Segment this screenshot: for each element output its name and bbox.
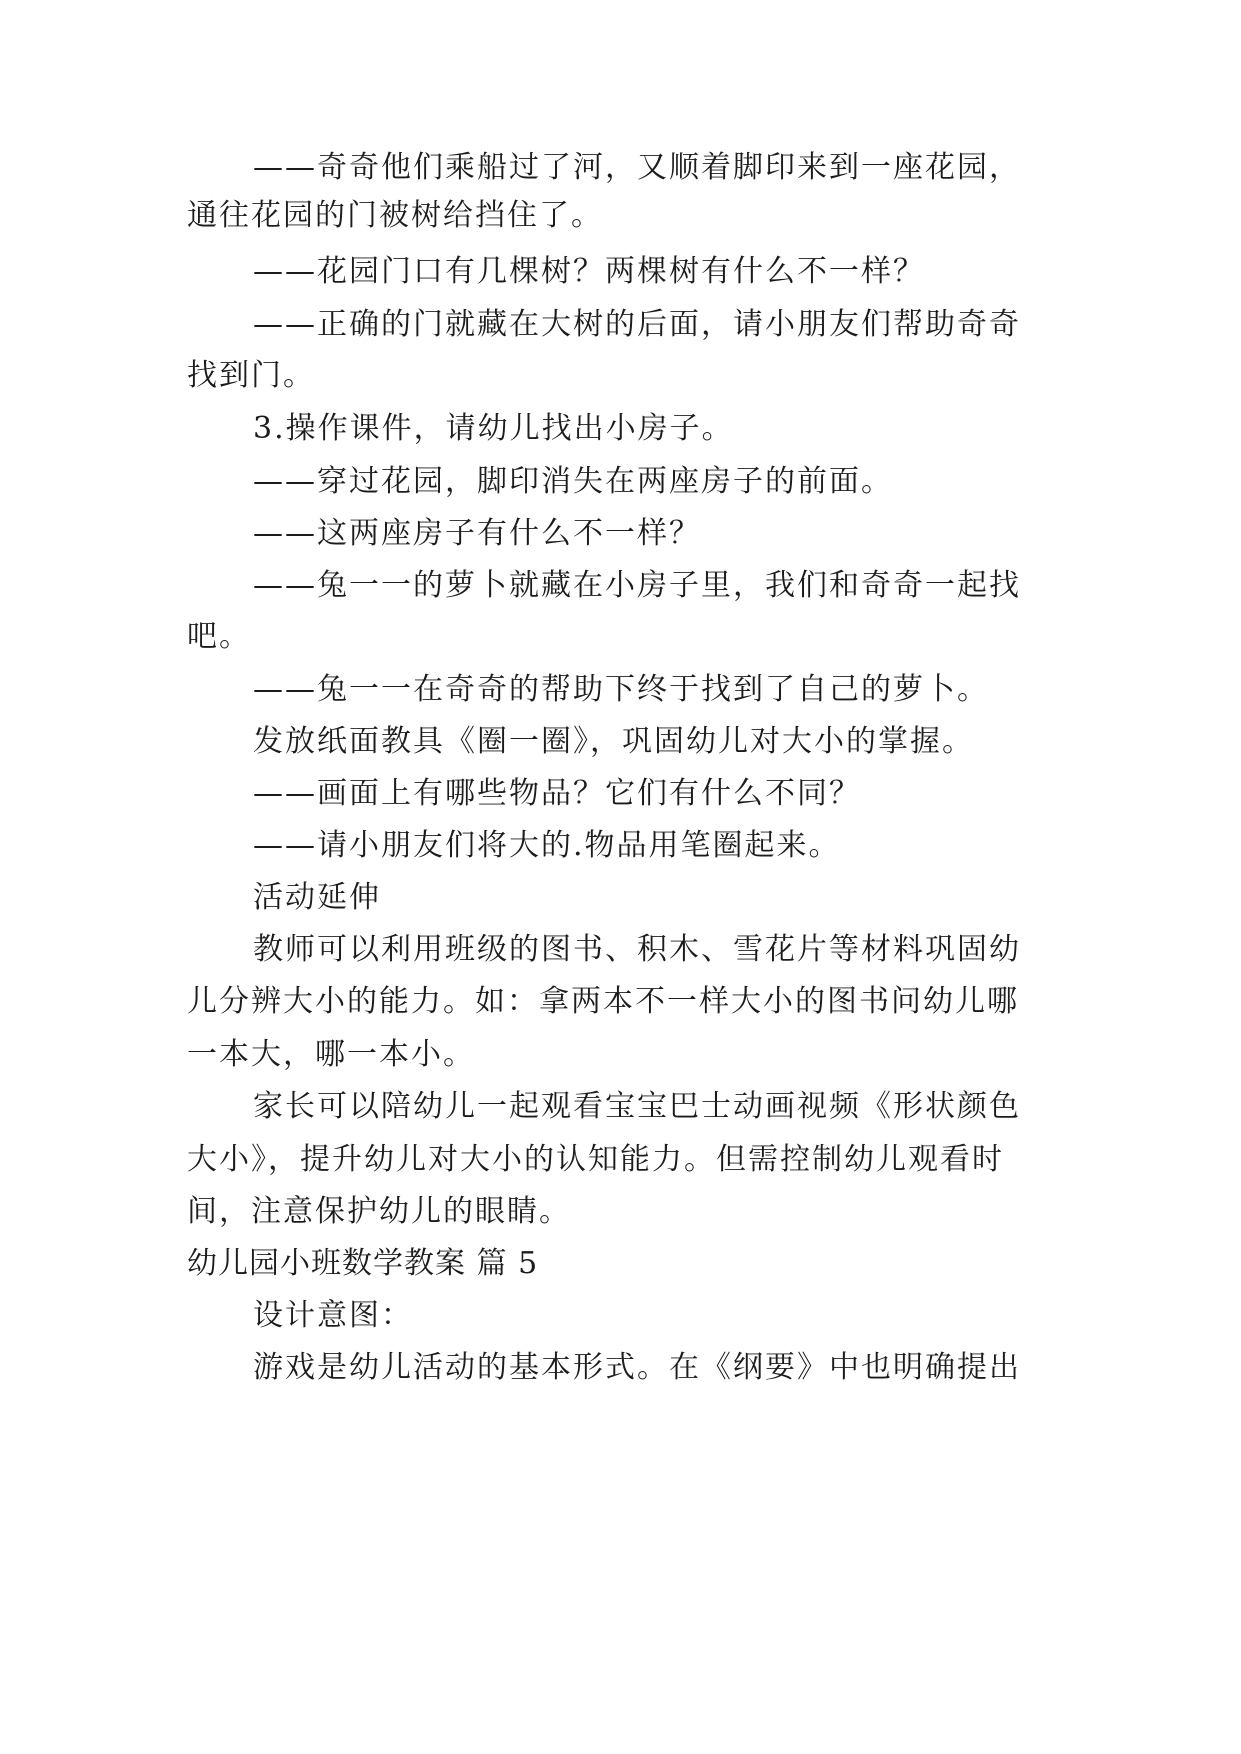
paragraph-line: ——请小朋友们将大的.物品用笔圈起来。 — [253, 828, 841, 863]
paragraph-line: 通往花园的门被树给挡住了。 — [187, 198, 603, 233]
paragraph-line: 大小》，提升幼儿对大小的认知能力。但需控制幼儿观看时 — [187, 1142, 1004, 1177]
paragraph-line: 一本大，哪一本小。 — [187, 1037, 475, 1072]
paragraph-line: 游戏是幼儿活动的基本形式。在《纲要》中也明确提出 — [253, 1350, 1021, 1385]
paragraph-line: 吧。 — [187, 619, 251, 654]
paragraph-line: ——画面上有哪些物品？它们有什么不同？ — [253, 776, 861, 811]
paragraph-line: 发放纸面教具《圈一圈》，巩固幼儿对大小的掌握。 — [253, 724, 974, 759]
section-heading: 幼儿园小班数学教案 篇 5 — [187, 1246, 539, 1281]
paragraph-line: ——奇奇他们乘船过了河，又顺着脚印来到一座花园， — [253, 150, 1021, 185]
paragraph-line: ——兔一一的萝卜就藏在小房子里，我们和奇奇一起找 — [253, 568, 1021, 603]
paragraph-line: ——兔一一在奇奇的帮助下终于找到了自己的萝卜。 — [253, 672, 989, 707]
paragraph-line: 教师可以利用班级的图书、积木、雪花片等材料巩固幼 — [253, 932, 1021, 967]
section-subheading: 设计意图： — [253, 1298, 413, 1333]
paragraph-line: ——正确的门就藏在大树的后面，请小朋友们帮助奇奇 — [253, 307, 1021, 342]
section-subheading: 活动延伸 — [253, 880, 381, 915]
paragraph-line: ——花园门口有几棵树？两棵树有什么不一样？ — [253, 254, 925, 289]
paragraph-line: 家长可以陪幼儿一起观看宝宝巴士动画视频《形状颜色 — [253, 1089, 1021, 1124]
paragraph-line: 找到门。 — [187, 358, 315, 393]
paragraph-line: ——这两座房子有什么不一样？ — [253, 516, 701, 551]
paragraph-line: 间，注意保护幼儿的眼睛。 — [187, 1194, 571, 1229]
paragraph-line: ——穿过花园，脚印消失在两座房子的前面。 — [253, 464, 893, 499]
paragraph-line: 3.操作课件，请幼儿找出小房子。 — [253, 411, 734, 446]
paragraph-line: 儿分辨大小的能力。如：拿两本不一样大小的图书问幼儿哪 — [187, 984, 1019, 1019]
